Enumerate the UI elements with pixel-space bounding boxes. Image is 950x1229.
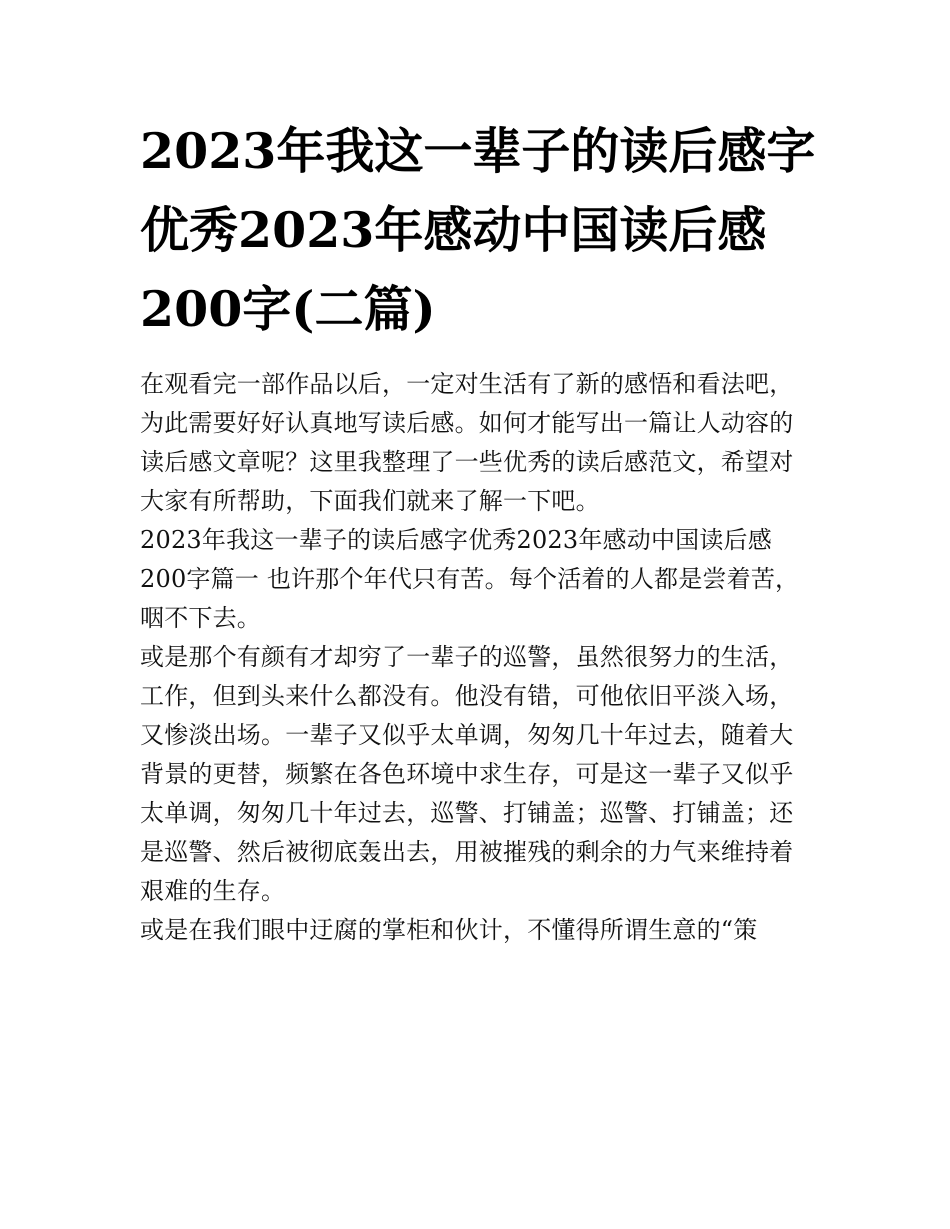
title-line: 2023年我这一辈子的读后感字 bbox=[140, 122, 816, 180]
body-paragraph bbox=[140, 638, 820, 911]
text-line: 是巡警、然后被彻底轰出去，用被摧残的剩余的力气来维持着 bbox=[140, 838, 794, 866]
text-line: 大家有所帮助，下面我们就来了解一下吧。 bbox=[140, 487, 600, 515]
text-line: 2023年我这一辈子的读后感字优秀2023年感动中国读后感 bbox=[140, 526, 772, 554]
text-line: 或是在我们眼中迂腐的掌柜和伙计，不懂得所谓生意的“策 bbox=[140, 916, 758, 944]
text-line: 艰难的生存。 bbox=[140, 877, 286, 905]
body-paragraph bbox=[140, 911, 820, 950]
document-body bbox=[140, 365, 820, 950]
text-line: 太单调，匆匆几十年过去，巡警、打铺盖；巡警、打铺盖；还 bbox=[140, 799, 794, 827]
text-line: 背景的更替，频繁在各色环境中求生存，可是这一辈子又似乎 bbox=[140, 760, 794, 788]
text-line: 为此需要好好认真地写读后感。如何才能写出一篇让人动容的 bbox=[140, 409, 794, 437]
text-line: 或是那个有颜有才却穷了一辈子的巡警，虽然很努力的生活， bbox=[140, 643, 794, 671]
text-line: 工作，但到头来什么都没有。他没有错，可他依旧平淡入场， bbox=[140, 682, 794, 710]
text-line: 读后感文章呢？这里我整理了一些优秀的读后感范文，希望对 bbox=[140, 448, 794, 476]
title-line: 优秀2023年感动中国读后感 bbox=[140, 201, 767, 259]
text-line: 又惨淡出场。一辈子又似乎太单调，匆匆几十年过去，随着大 bbox=[140, 721, 794, 749]
text-line: 在观看完一部作品以后，一定对生活有了新的感悟和看法吧， bbox=[140, 370, 794, 398]
title-line: 200字(二篇) bbox=[140, 280, 436, 338]
text-line: 200字篇一 也许那个年代只有苦。每个活着的人都是尝着苦， bbox=[140, 565, 800, 593]
section-heading-paragraph bbox=[140, 521, 820, 638]
document-title bbox=[140, 112, 820, 349]
intro-paragraph bbox=[140, 365, 820, 521]
text-line: 咽不下去。 bbox=[140, 604, 261, 632]
document-page bbox=[140, 112, 820, 950]
